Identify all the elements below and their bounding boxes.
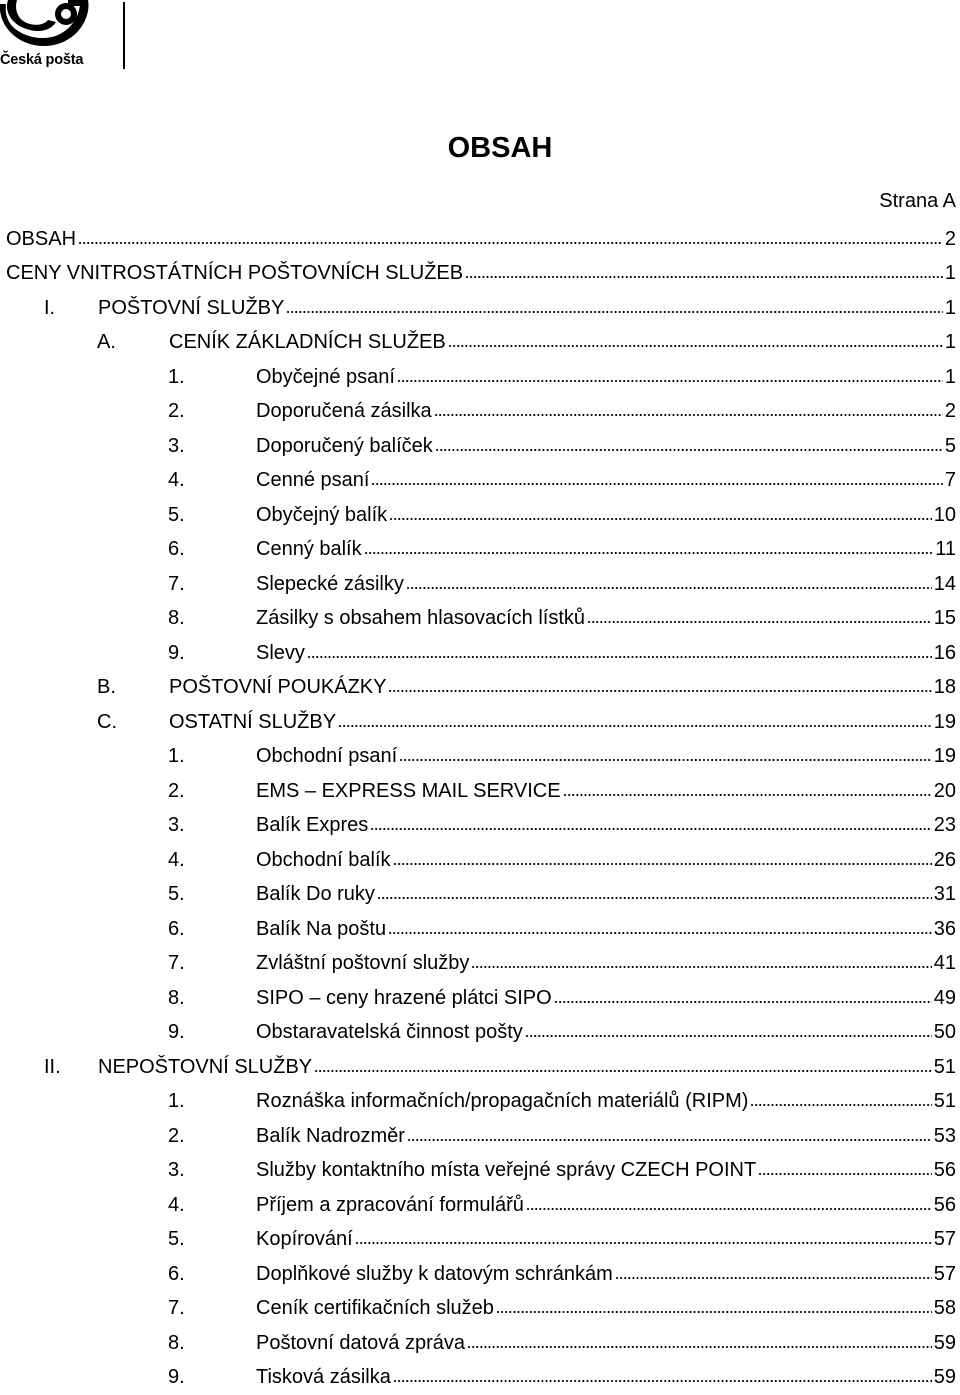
toc-entry[interactable] [0, 1119, 956, 1154]
toc-entry-page: 20 [934, 780, 956, 803]
toc-entry-number: B. [97, 676, 116, 699]
toc-entry-page: 56 [934, 1194, 956, 1217]
toc-entry-number: 4. [168, 1194, 185, 1217]
toc-entry[interactable] [0, 1292, 956, 1327]
toc-entry-line [169, 331, 956, 354]
toc-entry-page: 56 [934, 1159, 956, 1182]
dot-leader [399, 759, 932, 761]
toc-entry-line [6, 262, 956, 285]
toc-entry[interactable] [0, 1085, 956, 1120]
dot-leader [286, 311, 943, 313]
toc-entry-number: 7. [168, 573, 185, 596]
toc-entry-label: Zásilky s obsahem hlasovacích lístků [256, 607, 585, 630]
toc-entry[interactable] [0, 498, 956, 533]
toc-entry[interactable] [0, 291, 956, 326]
toc-entry-number: 2. [168, 1125, 185, 1148]
posthorn-logo-icon [0, 0, 100, 54]
toc-entry[interactable] [0, 567, 956, 602]
dot-leader [554, 1001, 932, 1003]
toc-entry-label: POŠTOVNÍ POUKÁZKY [169, 676, 386, 699]
toc-entry-line [256, 1366, 956, 1389]
dot-leader [338, 725, 932, 727]
ceska-posta-logo [0, 0, 130, 72]
toc-entry-label: Obchodní psaní [256, 745, 397, 768]
toc-entry-line [98, 297, 956, 320]
toc-entry-label: Obchodní balík [256, 849, 391, 872]
dot-leader [563, 794, 932, 796]
toc-entry-line [256, 1332, 956, 1355]
toc-entry-page: 51 [934, 1056, 956, 1079]
toc-entry-line [256, 435, 956, 458]
logo-divider [123, 2, 125, 69]
logo-wordmark: Česká pošta [0, 52, 83, 68]
dot-leader [393, 863, 932, 865]
toc-entry-line [256, 1021, 956, 1044]
dot-leader [371, 483, 942, 485]
toc-entry-line [256, 745, 956, 768]
toc-entry-page: 5 [945, 435, 956, 458]
toc-entry[interactable] [0, 843, 956, 878]
toc-entry[interactable] [0, 395, 956, 430]
toc-entry[interactable] [0, 602, 956, 637]
dot-leader [364, 552, 934, 554]
dot-leader [758, 1173, 932, 1175]
toc-entry-number: 7. [168, 1297, 185, 1320]
toc-entry-line [256, 814, 956, 837]
toc-entry-line [256, 573, 956, 596]
toc-entry-number: 8. [168, 607, 185, 630]
toc-entry-number: 1. [168, 745, 185, 768]
toc-entry-page: 2 [945, 228, 956, 251]
toc-entry-page: 51 [934, 1090, 956, 1113]
toc-entry-number: II. [44, 1056, 61, 1079]
page-column-label: Strana A [879, 190, 956, 213]
dot-leader [307, 656, 932, 658]
toc-entry-label: Balík Nadrozměr [256, 1125, 405, 1148]
dot-leader [314, 1070, 932, 1072]
toc-entry-label: CENÍK ZÁKLADNÍCH SLUŽEB [169, 331, 446, 354]
toc-entry-page: 11 [935, 538, 956, 561]
dot-leader [525, 1035, 932, 1037]
toc-entry-line [256, 1194, 956, 1217]
toc-entry-line [256, 1125, 956, 1148]
toc-entry-page: 1 [945, 331, 956, 354]
toc-entry-number: 4. [168, 849, 185, 872]
toc-entry-number: 3. [168, 1159, 185, 1182]
toc-entry-page: 1 [945, 366, 956, 389]
toc-entry-label: Obstaravatelská činnost pošty [256, 1021, 523, 1044]
toc-entry-line [256, 1090, 956, 1113]
dot-leader [587, 621, 932, 623]
toc-entry-number: A. [97, 331, 116, 354]
toc-entry-page: 10 [934, 504, 956, 527]
toc-entry[interactable] [0, 774, 956, 809]
toc-entry-line [169, 711, 956, 734]
toc-entry-label: Poštovní datová zpráva [256, 1332, 465, 1355]
toc-entry-page: 53 [934, 1125, 956, 1148]
toc-entry-page: 50 [934, 1021, 956, 1044]
toc-entry-number: 1. [168, 366, 185, 389]
dot-leader [750, 1104, 931, 1106]
toc-entry-label: EMS – EXPRESS MAIL SERVICE [256, 780, 561, 803]
dot-leader [467, 1346, 932, 1348]
toc-entry-page: 41 [934, 952, 956, 975]
dot-leader [448, 345, 943, 347]
toc-entry[interactable] [0, 1223, 956, 1258]
dot-leader [389, 518, 932, 520]
toc-entry-number: 9. [168, 1021, 185, 1044]
toc-entry-label: Balík Na poštu [256, 918, 386, 941]
toc-entry-label: Roznáška informačních/propagačních materiálů (RIPM) [256, 1090, 748, 1113]
toc-entry-number: 2. [168, 780, 185, 803]
toc-entry-page: 26 [934, 849, 956, 872]
toc-entry[interactable] [0, 1154, 956, 1189]
toc-entry[interactable] [0, 671, 956, 706]
toc-entry-line [256, 504, 956, 527]
toc-entry-line [256, 1228, 956, 1251]
toc-entry-number: 3. [168, 435, 185, 458]
toc-entry-label: Zvláštní poštovní služby [256, 952, 469, 975]
toc-entry-number: 5. [168, 883, 185, 906]
toc-entry[interactable] [0, 1016, 956, 1051]
dot-leader [370, 828, 931, 830]
toc-entry[interactable] [0, 1257, 956, 1292]
toc-entry-number: 7. [168, 952, 185, 975]
dot-leader [388, 690, 931, 692]
toc-entry-line [256, 1263, 956, 1286]
toc-entry-page: 31 [934, 883, 956, 906]
toc-entry-page: 36 [934, 918, 956, 941]
toc-entry[interactable] [0, 464, 956, 499]
toc-entry-page: 49 [934, 987, 956, 1010]
toc-entry-page: 19 [934, 711, 956, 734]
toc-entry-page: 57 [934, 1228, 956, 1251]
toc-entry-line [256, 1159, 956, 1182]
toc-entry-label: Cenné psaní [256, 469, 369, 492]
toc-entry-page: 59 [934, 1332, 956, 1355]
toc-entry-line [6, 228, 956, 251]
toc-entry[interactable] [0, 912, 956, 947]
toc-entry-line [169, 676, 956, 699]
toc-entry-line [256, 918, 956, 941]
toc-entry[interactable] [0, 878, 956, 913]
toc-entry-label: Doporučený balíček [256, 435, 433, 458]
toc-entry[interactable] [0, 705, 956, 740]
toc-entry-label: POŠTOVNÍ SLUŽBY [98, 297, 284, 320]
dot-leader [377, 897, 932, 899]
toc-entry[interactable] [0, 360, 956, 395]
toc-entry-line [98, 1056, 956, 1079]
toc-entry-number: I. [44, 297, 55, 320]
toc-entry-label: Služby kontaktního místa veřejné správy CZECH POINT [256, 1159, 756, 1182]
toc-entry[interactable] [0, 257, 956, 292]
toc-entry-line [256, 642, 956, 665]
toc-entry-number: 1. [168, 1090, 185, 1113]
toc-entry-line [256, 780, 956, 803]
toc-entry-label: OBSAH [6, 228, 76, 251]
toc-entry-page: 19 [934, 745, 956, 768]
toc-entry-number: C. [97, 711, 117, 734]
toc-entry-line [256, 1297, 956, 1320]
toc-entry[interactable] [0, 809, 956, 844]
toc-entry-page: 1 [945, 262, 956, 285]
dot-leader [388, 932, 932, 934]
toc-entry-page: 23 [934, 814, 956, 837]
toc-entry-label: Ceník certifikačních služeb [256, 1297, 494, 1320]
toc-entry-line [256, 849, 956, 872]
toc-entry-label: SIPO – ceny hrazené plátci SIPO [256, 987, 552, 1010]
toc-entry[interactable] [0, 222, 956, 257]
dot-leader [355, 1242, 932, 1244]
dot-leader [78, 242, 943, 244]
toc-entry-number: 3. [168, 814, 185, 837]
dot-leader [465, 276, 943, 278]
toc-entry[interactable] [0, 1361, 956, 1395]
toc-entry-page: 7 [945, 469, 956, 492]
toc-entry-label: Obyčejný balík [256, 504, 387, 527]
toc-entry-label: Cenný balík [256, 538, 362, 561]
dot-leader [434, 414, 943, 416]
table-of-contents [0, 222, 956, 1395]
toc-entry-line [256, 469, 956, 492]
toc-entry[interactable] [0, 1326, 956, 1361]
toc-entry-number: 5. [168, 1228, 185, 1251]
toc-entry-number: 4. [168, 469, 185, 492]
toc-entry[interactable] [0, 533, 956, 568]
toc-entry-number: 9. [168, 1366, 185, 1389]
toc-entry-label: Slepecké zásilky [256, 573, 404, 596]
toc-entry-page: 14 [934, 573, 956, 596]
toc-entry-line [256, 987, 956, 1010]
toc-entry-page: 2 [945, 400, 956, 423]
toc-entry[interactable] [0, 947, 956, 982]
toc-entry-label: CENY VNITROSTÁTNÍCH POŠTOVNÍCH SLUŽEB [6, 262, 463, 285]
toc-entry-number: 8. [168, 987, 185, 1010]
dot-leader [393, 1380, 932, 1382]
toc-entry[interactable] [0, 740, 956, 775]
toc-entry[interactable] [0, 429, 956, 464]
toc-entry-line [256, 400, 956, 423]
toc-entry-label: Balík Expres [256, 814, 368, 837]
toc-entry-label: Příjem a zpracování formulářů [256, 1194, 524, 1217]
toc-entry-label: Kopírování [256, 1228, 353, 1251]
toc-entry-label: Tisková zásilka [256, 1366, 391, 1389]
toc-entry[interactable] [0, 1050, 956, 1085]
dot-leader [406, 587, 932, 589]
toc-entry[interactable] [0, 981, 956, 1016]
toc-entry-line [256, 538, 956, 561]
toc-entry-line [256, 366, 956, 389]
toc-entry-label: Balík Do ruky [256, 883, 375, 906]
dot-leader [471, 966, 931, 968]
toc-entry-page: 15 [934, 607, 956, 630]
toc-entry-label: Obyčejné psaní [256, 366, 395, 389]
toc-entry-number: 6. [168, 538, 185, 561]
toc-entry[interactable] [0, 1188, 956, 1223]
toc-entry-line [256, 607, 956, 630]
toc-entry-label: NEPOŠTOVNÍ SLUŽBY [98, 1056, 312, 1079]
dot-leader [397, 380, 943, 382]
toc-entry-number: 9. [168, 642, 185, 665]
toc-entry-number: 5. [168, 504, 185, 527]
dot-leader [526, 1208, 932, 1210]
toc-entry-number: 6. [168, 918, 185, 941]
toc-entry-line [256, 952, 956, 975]
toc-entry-label: OSTATNÍ SLUŽBY [169, 711, 336, 734]
toc-entry-page: 1 [945, 297, 956, 320]
toc-entry-label: Doporučená zásilka [256, 400, 432, 423]
toc-entry[interactable] [0, 326, 956, 361]
toc-entry-number: 6. [168, 1263, 185, 1286]
toc-entry-page: 18 [934, 676, 956, 699]
toc-entry-number: 8. [168, 1332, 185, 1355]
toc-entry[interactable] [0, 636, 956, 671]
toc-entry-number: 2. [168, 400, 185, 423]
toc-entry-page: 57 [934, 1263, 956, 1286]
toc-entry-label: Slevy [256, 642, 305, 665]
page-title: OBSAH [0, 132, 960, 165]
toc-entry-page: 59 [934, 1366, 956, 1389]
dot-leader [496, 1311, 932, 1313]
dot-leader [407, 1139, 932, 1141]
toc-entry-page: 16 [934, 642, 956, 665]
dot-leader [435, 449, 943, 451]
dot-leader [615, 1277, 932, 1279]
toc-entry-line [256, 883, 956, 906]
toc-entry-page: 58 [934, 1297, 956, 1320]
toc-entry-label: Doplňkové služby k datovým schránkám [256, 1263, 613, 1286]
